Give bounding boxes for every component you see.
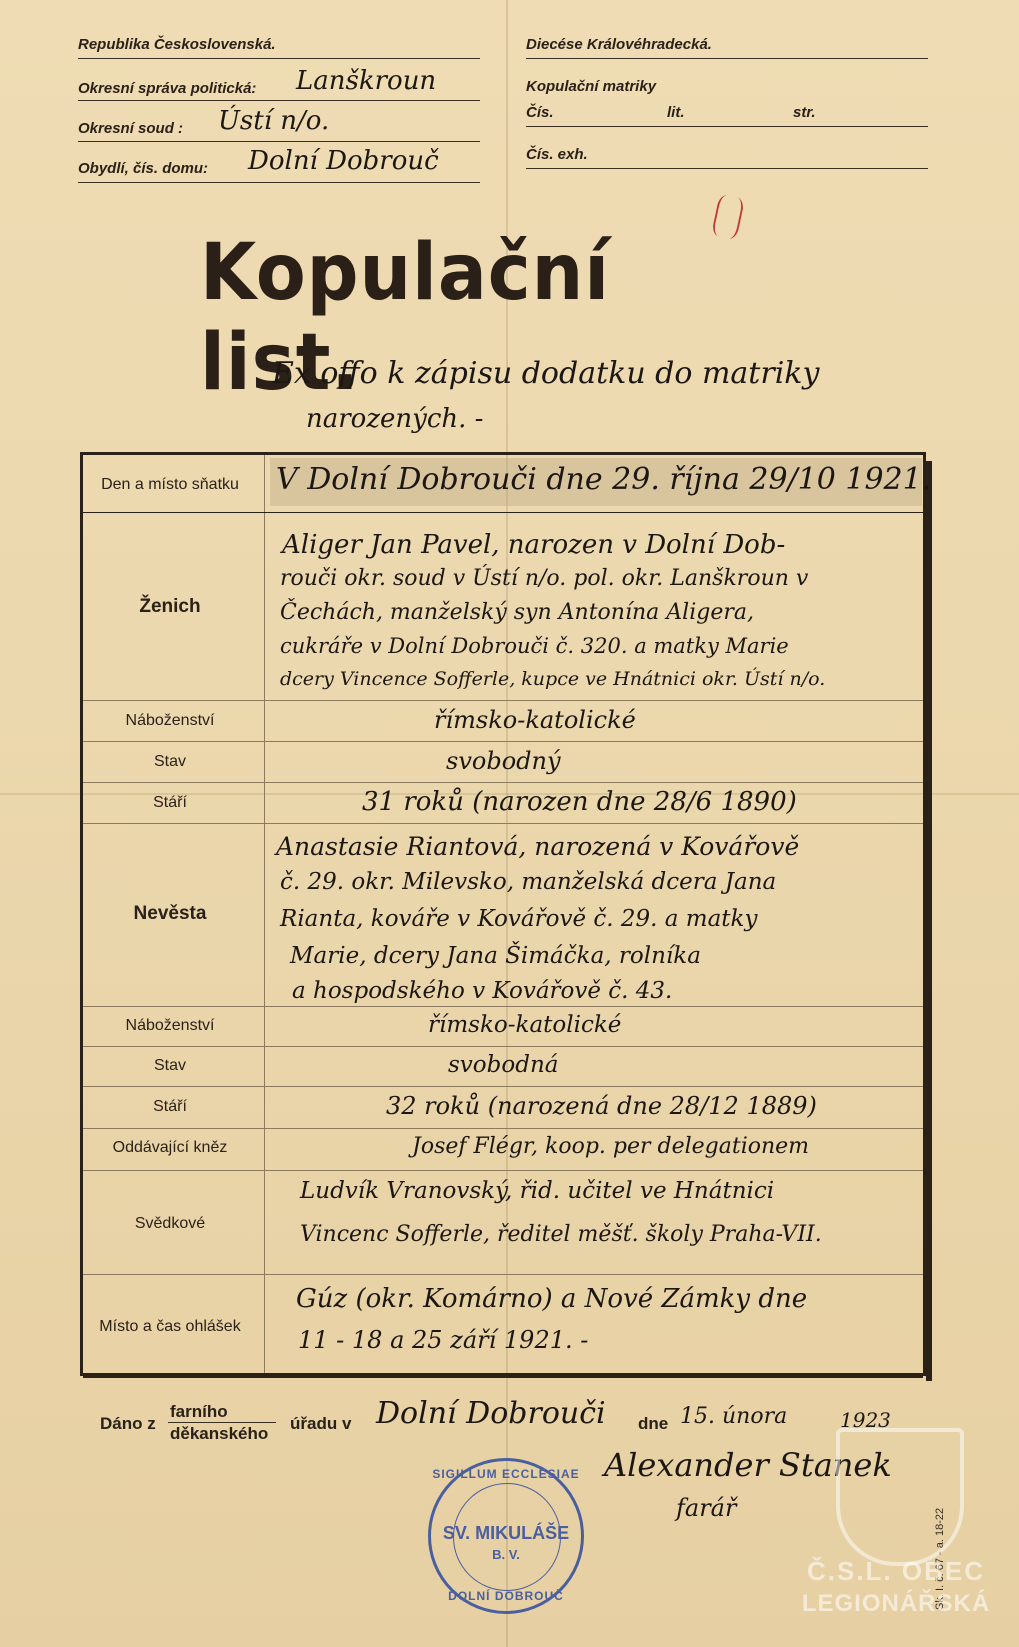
header-rule bbox=[526, 168, 928, 169]
bride-line: Marie, dcery Jana Šimáčka, rolníka bbox=[290, 943, 701, 969]
row-divider bbox=[83, 1128, 923, 1129]
row-divider bbox=[83, 700, 923, 701]
groom-line: rouči okr. soud v Ústí n/o. pol. okr. Lanškroun v bbox=[280, 566, 809, 591]
row-divider bbox=[83, 1086, 923, 1087]
groom-line: Aliger Jan Pavel, narozen v Dolní Dob- bbox=[282, 530, 786, 560]
value-groom-age: 31 roků (narozen dne 28/6 1890) bbox=[362, 787, 797, 817]
label-banns: Místo a čas ohlášek bbox=[99, 1318, 241, 1335]
stamp-center-text: SV. MIKULÁŠE bbox=[442, 1523, 570, 1543]
value-bride-status: svobodná bbox=[448, 1052, 559, 1078]
bride-line: č. 29. okr. Milevsko, manželská dcera Jana bbox=[280, 869, 777, 895]
footer-signature: Alexander Stanek bbox=[604, 1446, 892, 1484]
stamp-sub-text: B. V. bbox=[492, 1547, 520, 1562]
label-bride-age: Stáří bbox=[153, 1098, 187, 1115]
value-priest: Josef Flégr, koop. per delegationem bbox=[412, 1134, 810, 1159]
bride-line: a hospodského v Kovářově č. 43. bbox=[292, 978, 673, 1004]
value-groom-religion: římsko-katolické bbox=[434, 706, 636, 734]
header-rule bbox=[78, 141, 480, 142]
label-bride-status: Stav bbox=[153, 1057, 186, 1074]
str-label: str. bbox=[793, 104, 816, 121]
label-date-place: Den a místo sňatku bbox=[101, 476, 239, 493]
cis-label: Čís. bbox=[526, 104, 554, 121]
footer-place-value: Dolní Dobrouči bbox=[376, 1396, 606, 1431]
row-divider bbox=[83, 1274, 923, 1275]
banns-line: Gúz (okr. Komárno) a Nové Zámky dne bbox=[296, 1284, 808, 1314]
groom-line: cukráře v Dolní Dobrouči č. 320. a matky Marie bbox=[280, 634, 789, 658]
district-admin-value: Lanškroun bbox=[296, 66, 437, 96]
diocese-text: Diecése Královéhradecká. bbox=[526, 36, 712, 53]
stamp-top-text: SIGILLUM ECCLESIAE bbox=[432, 1467, 580, 1481]
footer-dano-label: Dáno z bbox=[100, 1414, 156, 1433]
header-rule bbox=[526, 126, 928, 127]
table-shadow bbox=[926, 461, 932, 1381]
label-witnesses: Svědkové bbox=[134, 1215, 206, 1232]
row-divider bbox=[83, 1046, 923, 1047]
header-rule bbox=[78, 100, 480, 101]
header-rule bbox=[78, 182, 480, 183]
row-divider bbox=[83, 741, 923, 742]
document-title: Kopulační list. bbox=[200, 228, 611, 408]
label-groom-age: Stáří bbox=[153, 794, 187, 811]
label-groom-status: Stav bbox=[153, 753, 186, 770]
witness-line: Vincenc Sofferle, ředitel měšť. školy Praha-VII. bbox=[300, 1222, 822, 1247]
court-label: Okresní soud : bbox=[78, 120, 184, 137]
row-divider bbox=[83, 782, 923, 783]
republic-text: Republika Československá. bbox=[78, 36, 276, 53]
value-groom-status: svobodný bbox=[446, 747, 561, 775]
footer-signature-title: farář bbox=[676, 1494, 737, 1522]
court-value: Ústí n/o. bbox=[218, 106, 330, 136]
witness-line: Ludvík Vranovský, řid. učitel ve Hnátnici bbox=[300, 1178, 775, 1204]
footer-office-top: farního bbox=[170, 1402, 228, 1421]
annotation-line-1: Ex offo k zápisu dodatku do matriky bbox=[272, 356, 820, 391]
footer-date-value: 15. února bbox=[680, 1404, 788, 1429]
label-bride: Nevěsta bbox=[133, 903, 207, 924]
bride-line: Rianta, kováře v Kovářově č. 29. a matky bbox=[280, 906, 758, 932]
label-priest: Oddávající kněz bbox=[112, 1139, 228, 1156]
value-bride-religion: římsko-katolické bbox=[428, 1012, 622, 1038]
district-admin-label: Okresní správa politická: bbox=[78, 80, 257, 97]
footer-year-value: 1923 bbox=[840, 1408, 891, 1432]
footer-office-bottom: děkanského bbox=[170, 1424, 269, 1443]
groom-line: Čechách, manželský syn Antonína Aligera, bbox=[280, 600, 754, 625]
row-divider bbox=[83, 1170, 923, 1171]
row-divider bbox=[83, 823, 923, 824]
header-rule bbox=[78, 58, 480, 59]
row-divider bbox=[83, 512, 923, 513]
stamp-bottom-text: DOLNÍ DOBROUČ bbox=[448, 1589, 564, 1603]
bride-line: Anastasie Riantová, narozená v Kovářově bbox=[276, 832, 800, 861]
banns-line: 11 - 18 a 25 září 1921. - bbox=[298, 1326, 589, 1354]
label-groom-religion: Náboženství bbox=[125, 712, 215, 729]
label-groom: Ženich bbox=[139, 596, 201, 617]
row-divider bbox=[83, 1006, 923, 1007]
footer-office-suffix: úřadu v bbox=[290, 1414, 352, 1433]
groom-line: dcery Vincence Sofferle, kupce ve Hnátnici okr. Ústí n/o. bbox=[280, 668, 826, 690]
residence-label: Obydlí, čís. domu: bbox=[78, 160, 209, 177]
footer-fraction-rule bbox=[168, 1422, 276, 1423]
annotation-line-2: narozených. - bbox=[306, 404, 484, 434]
watermark-line-2: LEGIONÁŘSKÁ bbox=[801, 1590, 991, 1617]
cis-exh-label: Čís. exh. bbox=[526, 146, 588, 163]
label-bride-religion: Náboženství bbox=[125, 1017, 215, 1034]
residence-value: Dolní Dobrouč bbox=[248, 146, 439, 176]
lit-label: lit. bbox=[667, 104, 685, 121]
printer-mark: Sk. I. č. 67 - a. 18-22 bbox=[934, 1507, 946, 1610]
parish-stamp bbox=[428, 1458, 584, 1614]
header-rule bbox=[526, 58, 928, 59]
watermark-line-1: Č.S.L. OBEC bbox=[806, 1556, 985, 1586]
register-label: Kopulační matriky bbox=[526, 78, 657, 95]
footer-date-label: dne bbox=[638, 1414, 669, 1433]
value-bride-age: 32 roků (narozená dne 28/12 1889) bbox=[386, 1092, 817, 1120]
legion-watermark bbox=[796, 1328, 996, 1628]
column-divider bbox=[264, 455, 265, 1373]
value-date-place: V Dolní Dobrouči dne 29. října 29/10 1921. bbox=[276, 462, 932, 497]
shield-icon bbox=[836, 1428, 964, 1566]
